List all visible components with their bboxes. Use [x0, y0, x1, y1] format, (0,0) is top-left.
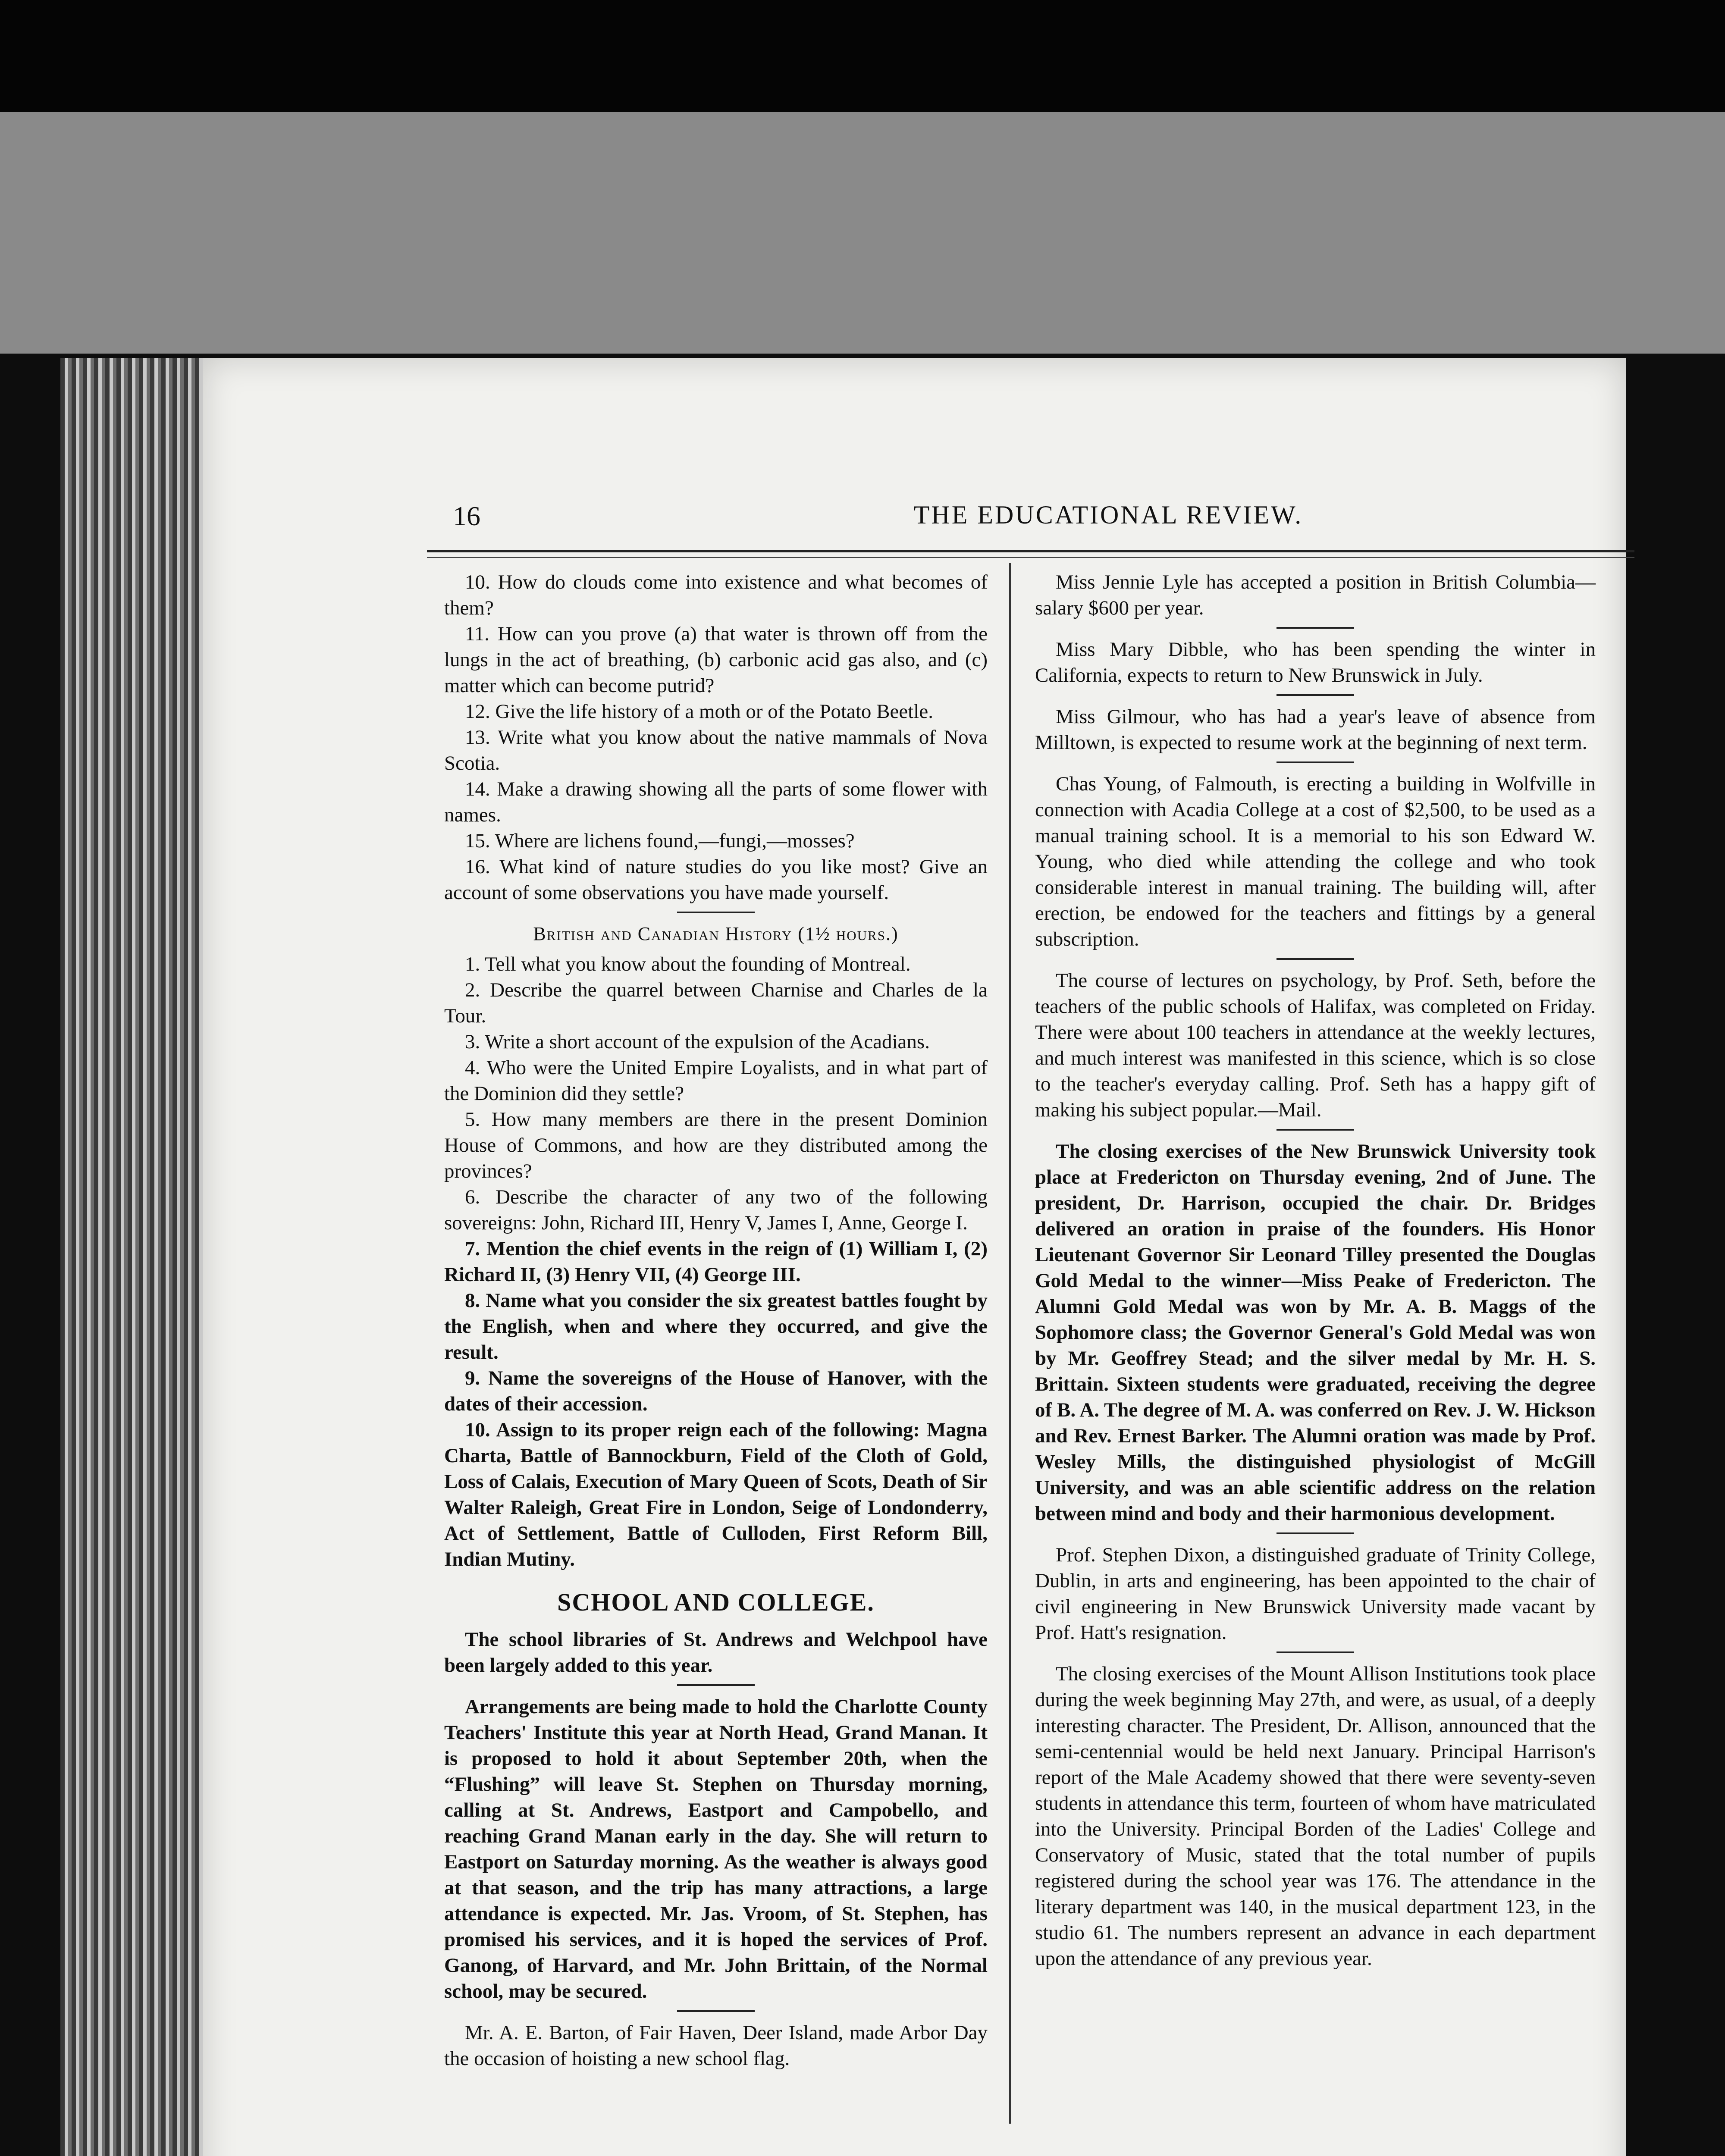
question: 4. Who were the United Empire Loyalists, and in what part of the Dominion did they settle?: [444, 1056, 988, 1105]
question: 3. Write a short account of the expulsion of the Acadians.: [465, 1031, 930, 1053]
news-item: Miss Gilmour, who has had a year's leave of absence from Milltown, is expected to resume work at the beginning of next term.: [1035, 705, 1596, 754]
news-item: The closing exercises of the Mount Allison Institutions took place during the week beginning May 27th, and were, as usual, of a deeply interesting character. The President, Dr. Allison, announced that the semi-centennial would be held next January. Principal Harrison's report of the Male Academy showed that there were seventy-seven students in attendance this term, fourteen of whom have matriculated into the University. Principal Borden of the Ladies' College and Conservatory of Music, stated that the total number of pupils registered during the school year was 176. The attendance in the literary department was 140, in the musical department 123, in the studio 61. The numbers represent an advance in each department upon the attendance of any previous year.: [1035, 1663, 1596, 1970]
news-item: The closing exercises of the New Brunswick University took place at Fredericton on Thursday evening, 2nd of June. The president, Dr. Harrison, occupied the chair. Dr. Bridges delivered an oration in praise of the founders. His Honor Lieutenant Governor Sir Leonard Tilley presented the Douglas Gold Medal to the winner—Miss Peake of Fredericton. The Alumni Gold Medal was won by Mr. A. B. Maggs of the Sophomore class; the Governor General's Gold Medal was won by Mr. Geoffrey Stead; and the silver medal by Mr. H. S. Brittain. Sixteen students were graduated, receiving the degree of B. A. The degree of M. A. was conferred on Rev. J. W. Hickson and Rev. Ernest Barker. The Alumni oration was made by Prof. Wesley Mills, the distinguished physiologist of McGill University, and was an able scientific address on the relation between mind and body and their harmonious development.: [1035, 1140, 1596, 1525]
item-rule: [1276, 761, 1354, 763]
item-rule: [1276, 1129, 1354, 1131]
question: 1. Tell what you know about the founding of Montreal.: [465, 953, 911, 975]
question: 10. Assign to its proper reign each of the following: Magna Charta, Battle of Bannockburn, Field of the Cloth of Gold, Loss of Calais, Execution of Mary Queen of Scots, Death of Sir Walter Raleigh, Great Fire in London, Seige of Londonderry, Act of Settlement, Battle of Culloden, First Reform Bill, Indian Mutiny.: [444, 1419, 988, 1570]
header-rule: [427, 550, 1634, 552]
section-title: SCHOOL AND COLLEGE.: [557, 1588, 875, 1616]
news-item: The course of lectures on psychology, by Prof. Seth, before the teachers of the public schools of Halifax, was completed on Friday. There were about 100 teachers in attendance at the weekly lectures, and much interest was manifested in this science, which is so close to the teacher's everyday calling. Prof. Seth has a happy gift of making his subject popular.—Mail.: [1035, 969, 1596, 1121]
journal-page: [203, 358, 1626, 2156]
scan-background: [0, 112, 1725, 354]
news-item: Miss Mary Dibble, who has been spending the winter in California, expects to return to New Brunswick in July.: [1035, 638, 1596, 686]
question: 6. Describe the character of any two of the following sovereigns: John, Richard III, Henry V, James I, Anne, George I.: [444, 1186, 988, 1234]
news-item: Chas Young, of Falmouth, is erecting a building in Wolfville in connection with Acadia College at a cost of $2,500, to be used as a manual training school. It is a memorial to his son Edward W. Young, who died while attending the college and who took considerable interest in manual training. The building will, after erection, be endowed for the teachers and fittings by a general subscription.: [1035, 773, 1596, 950]
column-divider: [1009, 563, 1011, 2124]
item-rule: [1276, 627, 1354, 629]
history-heading: British and Canadian History (1½ hours.): [533, 923, 899, 944]
question: 13. Write what you know about the native mammals of Nova Scotia.: [444, 726, 988, 774]
header-rule-thin: [427, 557, 1634, 558]
section-rule: [677, 912, 755, 913]
news-item: The school libraries of St. Andrews and Welchpool have been largely added to this year.: [444, 1628, 988, 1677]
news-item: Arrangements are being made to hold the Charlotte County Teachers' Institute this year at North Head, Grand Manan. It is proposed to hold it about September 20th, when the “Flushing” will leave St. Stephen on Thursday morning, calling at St. Andrews, Eastport and Campobello, and reaching Grand Manan early in the day. She will return to Eastport on Saturday morning. As the weather is always good at that season, and the trip has many attractions, a large attendance is expected. Mr. Jas. Vroom, of St. Stephen, has promised his services, and it is hoped the services of Prof. Ganong, of Harvard, and Mr. John Brittain, of the Normal school, may be secured.: [444, 1695, 988, 2002]
question: 7. Mention the chief events in the reign of (1) William I, (2) Richard II, (3) Henry VII, (4) George III.: [444, 1238, 988, 1286]
news-item: Mr. A. E. Barton, of Fair Haven, Deer Island, made Arbor Day the occasion of hoisting a new school flag.: [444, 2021, 988, 2070]
right-column: [1035, 569, 1596, 1971]
scan-border-top: [0, 0, 1725, 112]
item-rule: [1276, 1651, 1354, 1653]
news-item: Miss Jennie Lyle has accepted a position in British Columbia—salary $600 per year.: [1035, 571, 1596, 619]
question: 15. Where are lichens found,—fungi,—mosses?: [465, 830, 855, 852]
question: 2. Describe the quarrel between Charnise and Charles de la Tour.: [444, 979, 988, 1027]
item-rule: [1276, 1532, 1354, 1534]
question: 8. Name what you consider the six greatest battles fought by the English, when and where they occurred, and give the result.: [444, 1289, 988, 1363]
item-rule: [677, 2010, 755, 2012]
question: 10. How do clouds come into existence and what becomes of them?: [444, 571, 988, 619]
news-item: Prof. Stephen Dixon, a distinguished graduate of Trinity College, Dublin, in arts and engineering, has been appointed to the chair of civil engineering in New Brunswick University made vacant by Prof. Hatt's resignation.: [1035, 1544, 1596, 1644]
left-column: [444, 569, 988, 2071]
item-rule: [1276, 958, 1354, 960]
item-rule: [677, 1684, 755, 1686]
question: 5. How many members are there in the present Dominion House of Commons, and how are they distributed among the provinces?: [444, 1108, 988, 1182]
item-rule: [1276, 694, 1354, 696]
question: 9. Name the sovereigns of the House of Hanover, with the dates of their accession.: [444, 1367, 988, 1415]
question: 11. How can you prove (a) that water is thrown off from the lungs in the act of breathing, (b) carbonic acid gas also, and (c) matter which can become putrid?: [444, 623, 988, 697]
question: 12. Give the life history of a moth or of the Potato Beetle.: [465, 700, 933, 723]
page-number: 16: [453, 501, 480, 531]
question: 16. What kind of nature studies do you like most? Give an account of some observations you have made yourself.: [444, 856, 988, 904]
running-head: THE EDUCATIONAL REVIEW.: [913, 501, 1303, 529]
question: 14. Make a drawing showing all the parts of some flower with names.: [444, 778, 988, 826]
